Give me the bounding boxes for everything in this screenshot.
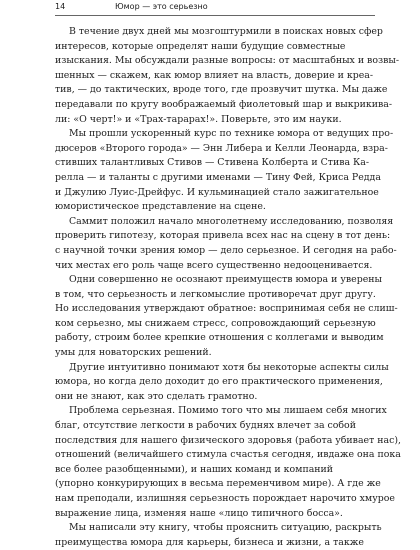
text-line: умы для новаторских решений. bbox=[55, 347, 212, 359]
text-line: передавали по кругу воображаемый фиолетовый шар и выкрикива- bbox=[55, 98, 393, 110]
text-line: юмористическое представление на сцене. bbox=[55, 201, 266, 213]
text-line: Одни совершенно не осознают преимуществ юмора и уверены bbox=[69, 274, 382, 286]
text-line: проверить гипотезу, которая привела всех нас на сцену в тот день: bbox=[55, 230, 391, 242]
text-line: последствия для нашего физического здоровья (работа убивает нас), bbox=[55, 434, 401, 446]
paragraph bbox=[55, 215, 397, 273]
paragraph bbox=[55, 521, 382, 550]
text-line: Другие интуитивно понимают хотя бы некоторые аспекты силы bbox=[69, 361, 389, 373]
text-line: юмора, но когда дело доходит до его практического применения, bbox=[55, 376, 383, 388]
paragraph bbox=[55, 25, 399, 127]
page-header bbox=[55, 2, 375, 16]
header-rule bbox=[55, 15, 375, 16]
text-line: с научной точки зрения юмор — дело серьезное. И сегодня на рабо- bbox=[55, 244, 397, 256]
text-line: работу, строим более крепкие отношения с коллегами и выводим bbox=[55, 332, 384, 344]
page-number: 14 bbox=[55, 2, 66, 11]
text-line: (упорно конкурирующих в весьма переменчивом мире). А где же bbox=[55, 478, 381, 490]
paragraph bbox=[55, 127, 394, 215]
text-line: отношений (величайшего стимула счастья сегодня, ивдаже она пока bbox=[55, 449, 401, 461]
text-line: Мы прошли ускоренный курс по технике юмора от ведущих про- bbox=[69, 128, 394, 140]
text-line: изыскания. Мы обсуждали разные вопросы: от масштабных и возвы- bbox=[55, 55, 399, 67]
text-line: они не знают, как это сделать грамотно. bbox=[55, 390, 258, 402]
text-line: и Джулию Луис-Дрейфус. И кульминацией стало зажигательное bbox=[55, 186, 379, 198]
paragraph bbox=[55, 273, 398, 361]
text-line: шенных — скажем, как юмор влияет на власть, доверие и креа- bbox=[55, 69, 374, 81]
running-title: Юмор — это серьезно bbox=[115, 2, 208, 11]
text-line: тив, — до тактических, вроде того, где прозвучит шутка. Мы даже bbox=[55, 84, 388, 96]
body-text bbox=[55, 25, 401, 550]
text-line: ком серьезно, мы снижаем стресс, сопровождающий серьезную bbox=[55, 317, 376, 329]
text-line: в том, что серьезность и легкомыслие противоречат друг другу. bbox=[55, 288, 376, 300]
paragraph bbox=[55, 404, 401, 521]
text-line: Мы написали эту книгу, чтобы прояснить ситуацию, раскрыть bbox=[69, 522, 382, 534]
text-line: Но исследования утверждают обратное: воспринимая себя не слиш- bbox=[55, 303, 398, 315]
text-line: все более разобщенными), и наших команд и компаний bbox=[55, 463, 334, 475]
text-line: дюсеров «Второго города» — Энн Либера и Келли Леонарда, взра- bbox=[55, 142, 388, 154]
text-line: релла — и таланты с другими именами — Тину Фей, Криса Редда bbox=[55, 171, 381, 183]
text-line: благ, отсутствие легкости в рабочих буднях влечет за собой bbox=[55, 420, 356, 432]
text-line: ли: «О черт!» и «Трах-тарарах!». Поверьте, это им науки. bbox=[55, 113, 342, 125]
text-line: В течение двух дней мы мозгоштурмили в поисках новых сфер bbox=[69, 26, 383, 37]
text-line: стивших талантливых Стивов — Стивена Колберта и Стива Ка- bbox=[55, 157, 370, 169]
text-line: преимущества юмора для карьеры, бизнеса и жизни, а также bbox=[55, 536, 364, 548]
text-line: чих местах его роль чаще всего существенно недооценивается. bbox=[55, 259, 373, 271]
paragraph bbox=[55, 361, 389, 405]
text-line: Саммит положил начало многолетнему исследованию, позволяя bbox=[69, 215, 394, 227]
text-line: нам преподали, излишняя серьезность порождает нарочито хмурое bbox=[55, 493, 395, 504]
text-line: выражение лица, изменяя наше «лицо типичного босса». bbox=[55, 507, 343, 519]
text-line: Проблема серьезная. Помимо того что мы лишаем себя многих bbox=[69, 405, 387, 417]
text-line: интересов, которые определят наши будущие совместные bbox=[55, 40, 346, 52]
